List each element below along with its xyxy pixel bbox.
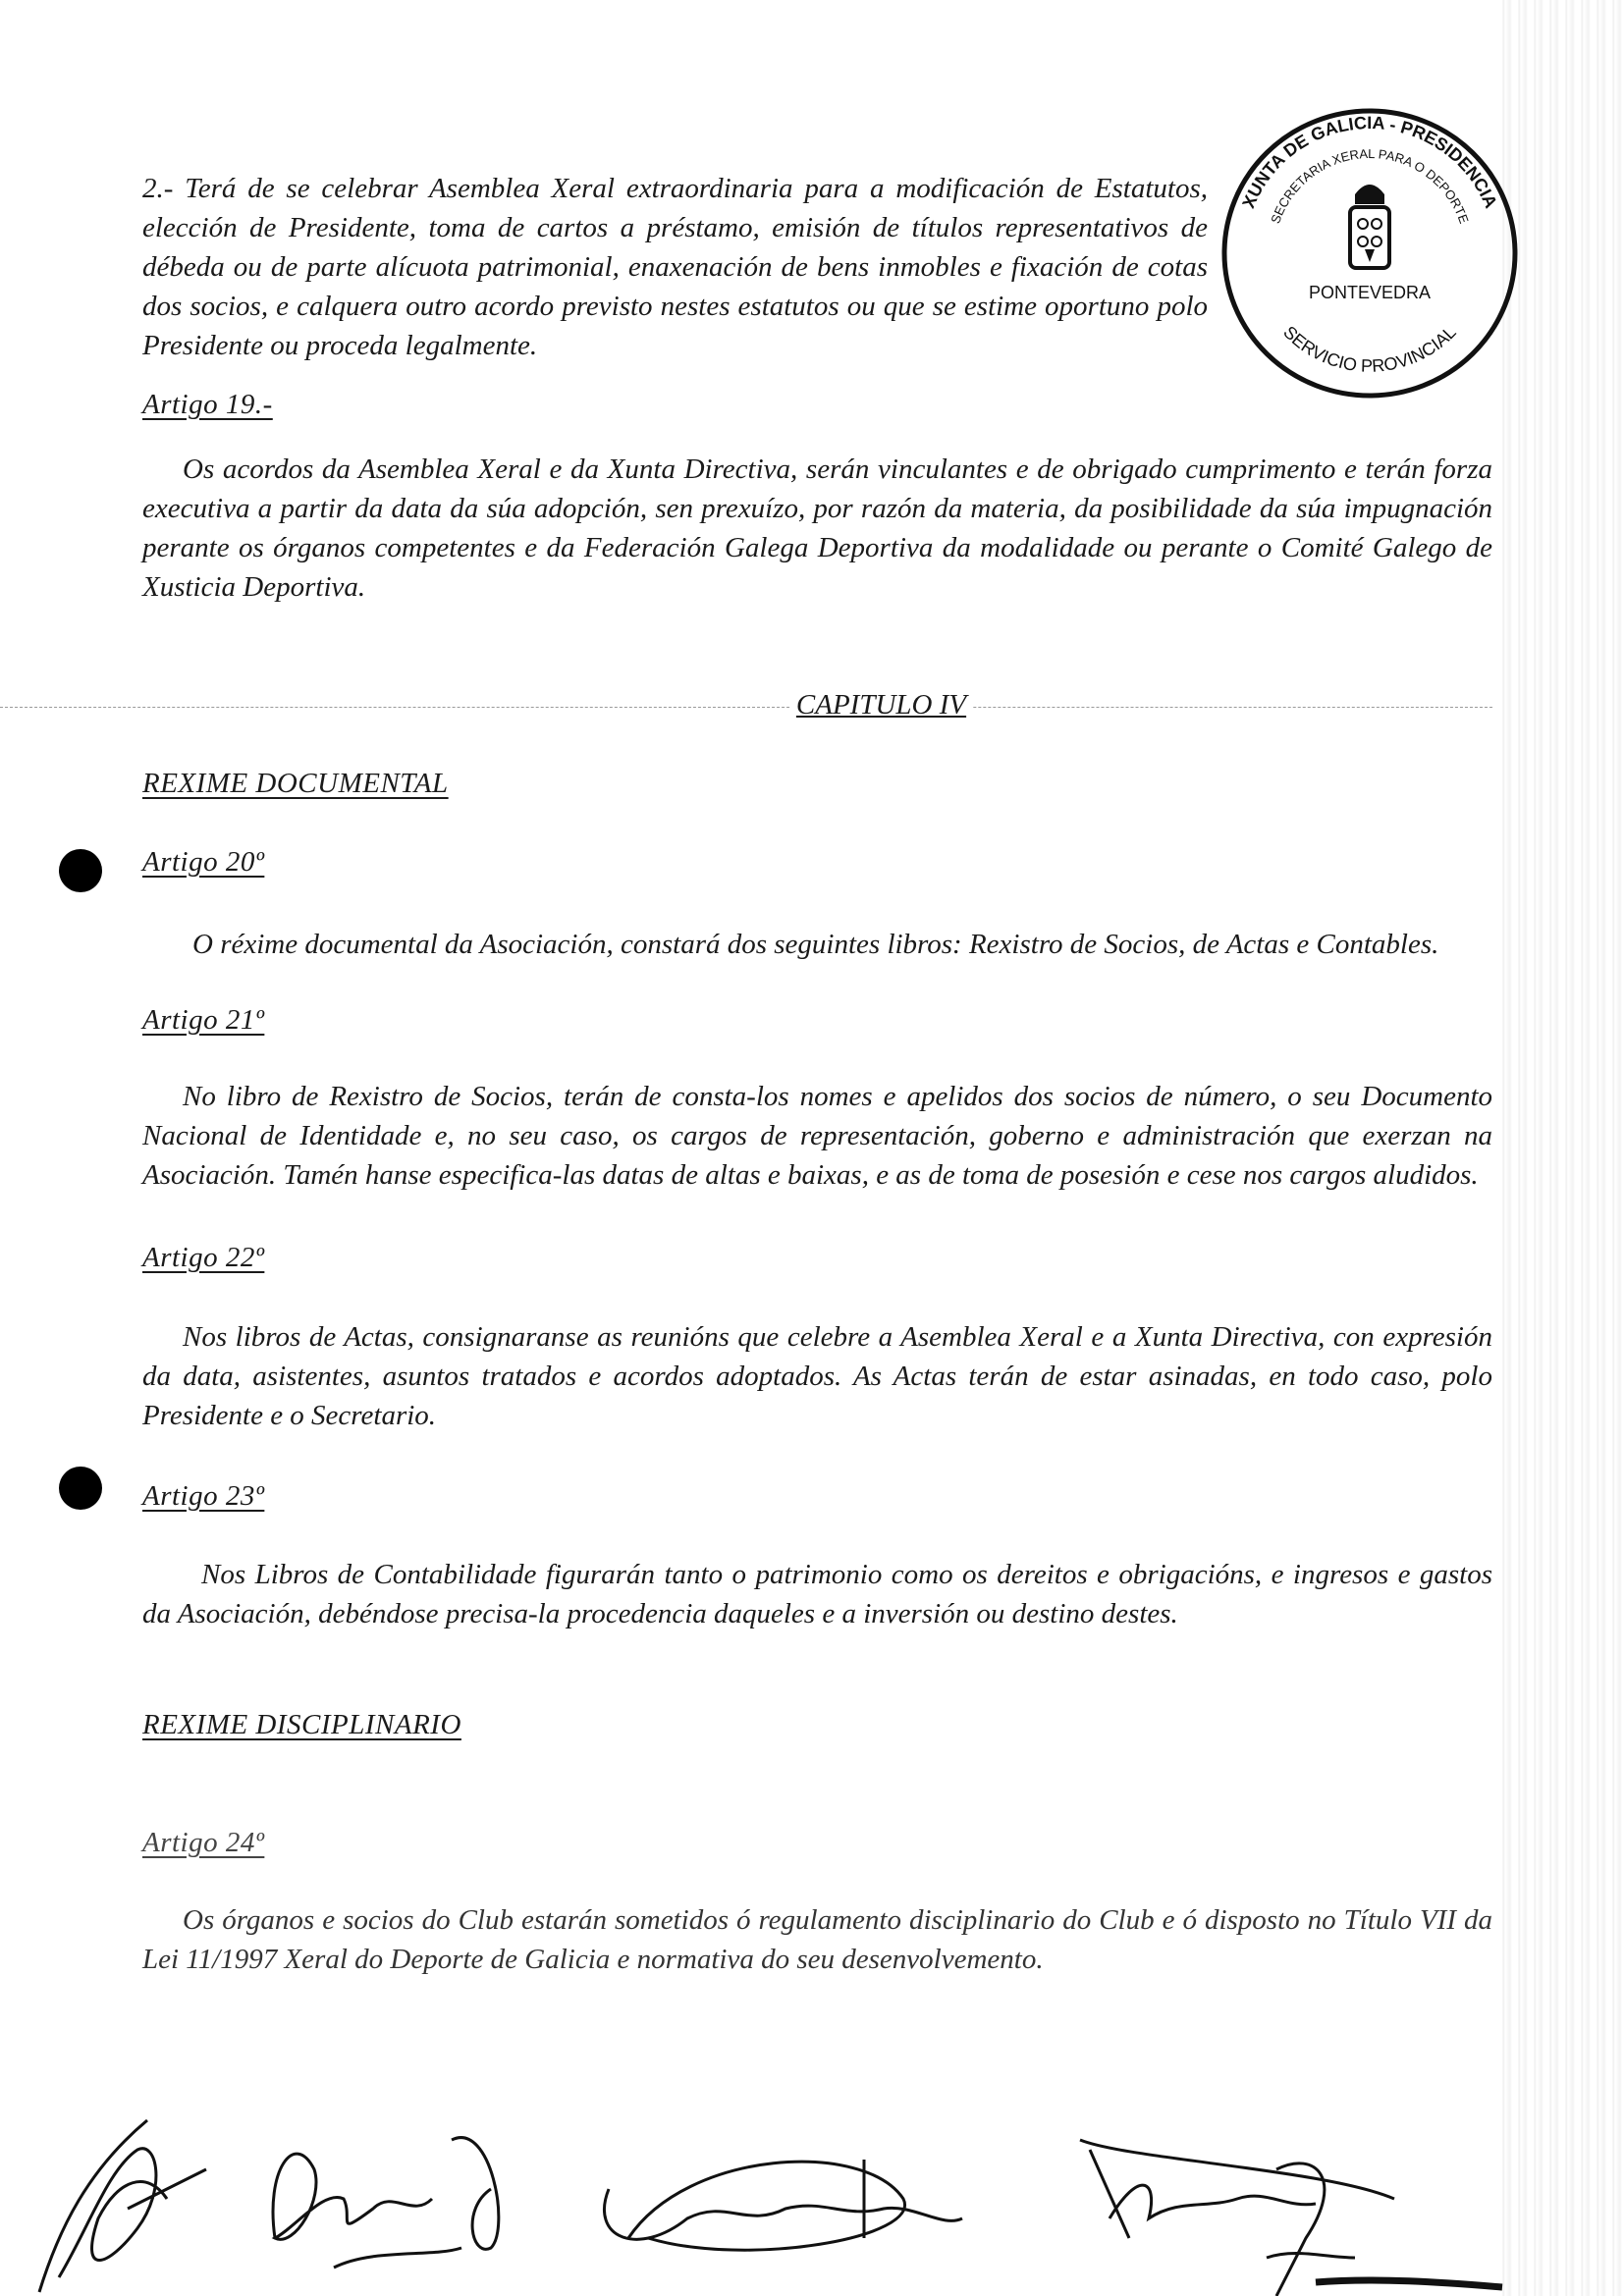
text-line: Os acordos da Asemblea Xeral e da Xunta Directiva, serán vinculantes e de obrigado cumprimento (183, 454, 1336, 485)
text-line: posibilidade da súa impugnación perante os órganos competentes e da Federación Galega Deportiva (142, 493, 1493, 563)
coat-of-arms-icon (1350, 185, 1389, 268)
document-body (142, 169, 1492, 1979)
section-documental-heading: REXIME DOCUMENTAL (142, 768, 449, 799)
artigo-19-heading: Artigo 19.- (142, 389, 273, 420)
text-line: de toma de posesión e cese nos cargos aludidos. (928, 1159, 1479, 1191)
text-line: Os órganos e socios do Club estarán sometidos ó regulamento disciplinario do Club e ó disposto (183, 1904, 1300, 1936)
text-line: administración que exerzan na Asociación. Tamén hanse especifica-las datas de altas e baixas, e as (142, 1120, 1493, 1191)
divider (0, 707, 1492, 708)
text-line: O réxime documental da Asociación, constará dos seguintes libros: Rexistro de Socios, de Actas (192, 929, 1290, 960)
artigo-24-heading: Artigo 24º (142, 1827, 265, 1858)
text-line: destes. (1101, 1598, 1178, 1629)
artigo-20-heading: Artigo 20º (142, 846, 265, 878)
stamp-outer-bottom: SERVICIO PROVINCIAL (1279, 322, 1460, 376)
text-line: Nos Libros de Contabilidade figurarán tanto o patrimonio como os dereitos e obrigacións, e (201, 1559, 1284, 1590)
official-stamp (1218, 106, 1522, 400)
section-disciplinario-heading: REXIME DISCIPLINARIO (142, 1709, 461, 1740)
stamp-city: PONTEVEDRA (1308, 283, 1432, 302)
signature-4 (1080, 2140, 1394, 2296)
artigo-21-heading: Artigo 21º (142, 1004, 265, 1036)
text-line: ingresos e gastos da Asociación, debéndose precisa-la procedencia daqueles e a inversión ou destino (142, 1559, 1493, 1629)
artigo-24-body (142, 1900, 1492, 1979)
signature-3 (604, 2160, 962, 2250)
text-line: acordo previsto nestes estatutos ou que se estime oportuno polo Presidente ou proceda legalmente. (142, 291, 1209, 361)
text-line: no Título VII da Lei 11/1997 Xeral do Deporte de Galicia e normativa do seu desenvolvemento. (142, 1904, 1492, 1975)
chapter-row (142, 685, 1492, 724)
artigo-20-body (142, 925, 1492, 964)
chapter-title: CAPITULO IV (790, 685, 972, 724)
signature-4-underline (1316, 2280, 1502, 2287)
text-line: e Contables. (1296, 929, 1439, 960)
artigo-23-body (142, 1555, 1492, 1633)
text-line: asinadas, en todo caso, polo Presidente e o Secretario. (142, 1361, 1492, 1431)
text-line: No libro de Rexistro de Socios, terán de consta-los nomes e apelidos dos socios de número, o seu (183, 1081, 1351, 1112)
artigo-22-heading: Artigo 22º (142, 1242, 265, 1273)
text-line: alícuota patrimonial, enaxenación de bens inmobles e fixación de cotas dos socios, e calquera outro (142, 251, 1208, 322)
stamp-inner-top: SECRETARIA XERAL PARA O DEPORTE (1268, 145, 1472, 226)
stamp-outer-top: XUNTA DE GALICIA - PRESIDENCIA (1238, 112, 1501, 211)
artigo-22-body (142, 1317, 1492, 1435)
text-line: Presidente, toma de cartos a préstamo, emisión de títulos representativos de débeda ou de parte (142, 212, 1209, 283)
artigo-23-heading: Artigo 23º (142, 1480, 265, 1512)
text-line: Documento Nacional de Identidade e, no seu caso, os cargos de representación, goberno e (142, 1081, 1493, 1151)
artigo-19-body (142, 450, 1492, 607)
text-line: e terán forza executiva a partir da data da súa adopción, sen prexuízo, por razón da materia, da (142, 454, 1493, 524)
text-line: con expresión da data, asistentes, asuntos tratados e acordos adoptados. As Actas terán de estar (142, 1321, 1492, 1392)
punch-hole (59, 1467, 102, 1510)
signature-2 (273, 2138, 499, 2268)
text-line: da modalidade ou perante o Comité Galego de Xusticia Deportiva. (142, 532, 1493, 603)
text-line: 2.- Terá de se celebrar Asemblea Xeral extraordinaria para a modificación de Estatutos, elección de (142, 173, 1208, 243)
paragraph-2 (142, 169, 1208, 365)
artigo-21-body (142, 1077, 1492, 1195)
text-line: Nos libros de Actas, consignaranse as reunións que celebre a Asemblea Xeral e a Xunta Directiva, (183, 1321, 1326, 1353)
signatures (0, 2110, 1624, 2296)
punch-hole (59, 849, 102, 892)
signature-1 (39, 2120, 206, 2292)
